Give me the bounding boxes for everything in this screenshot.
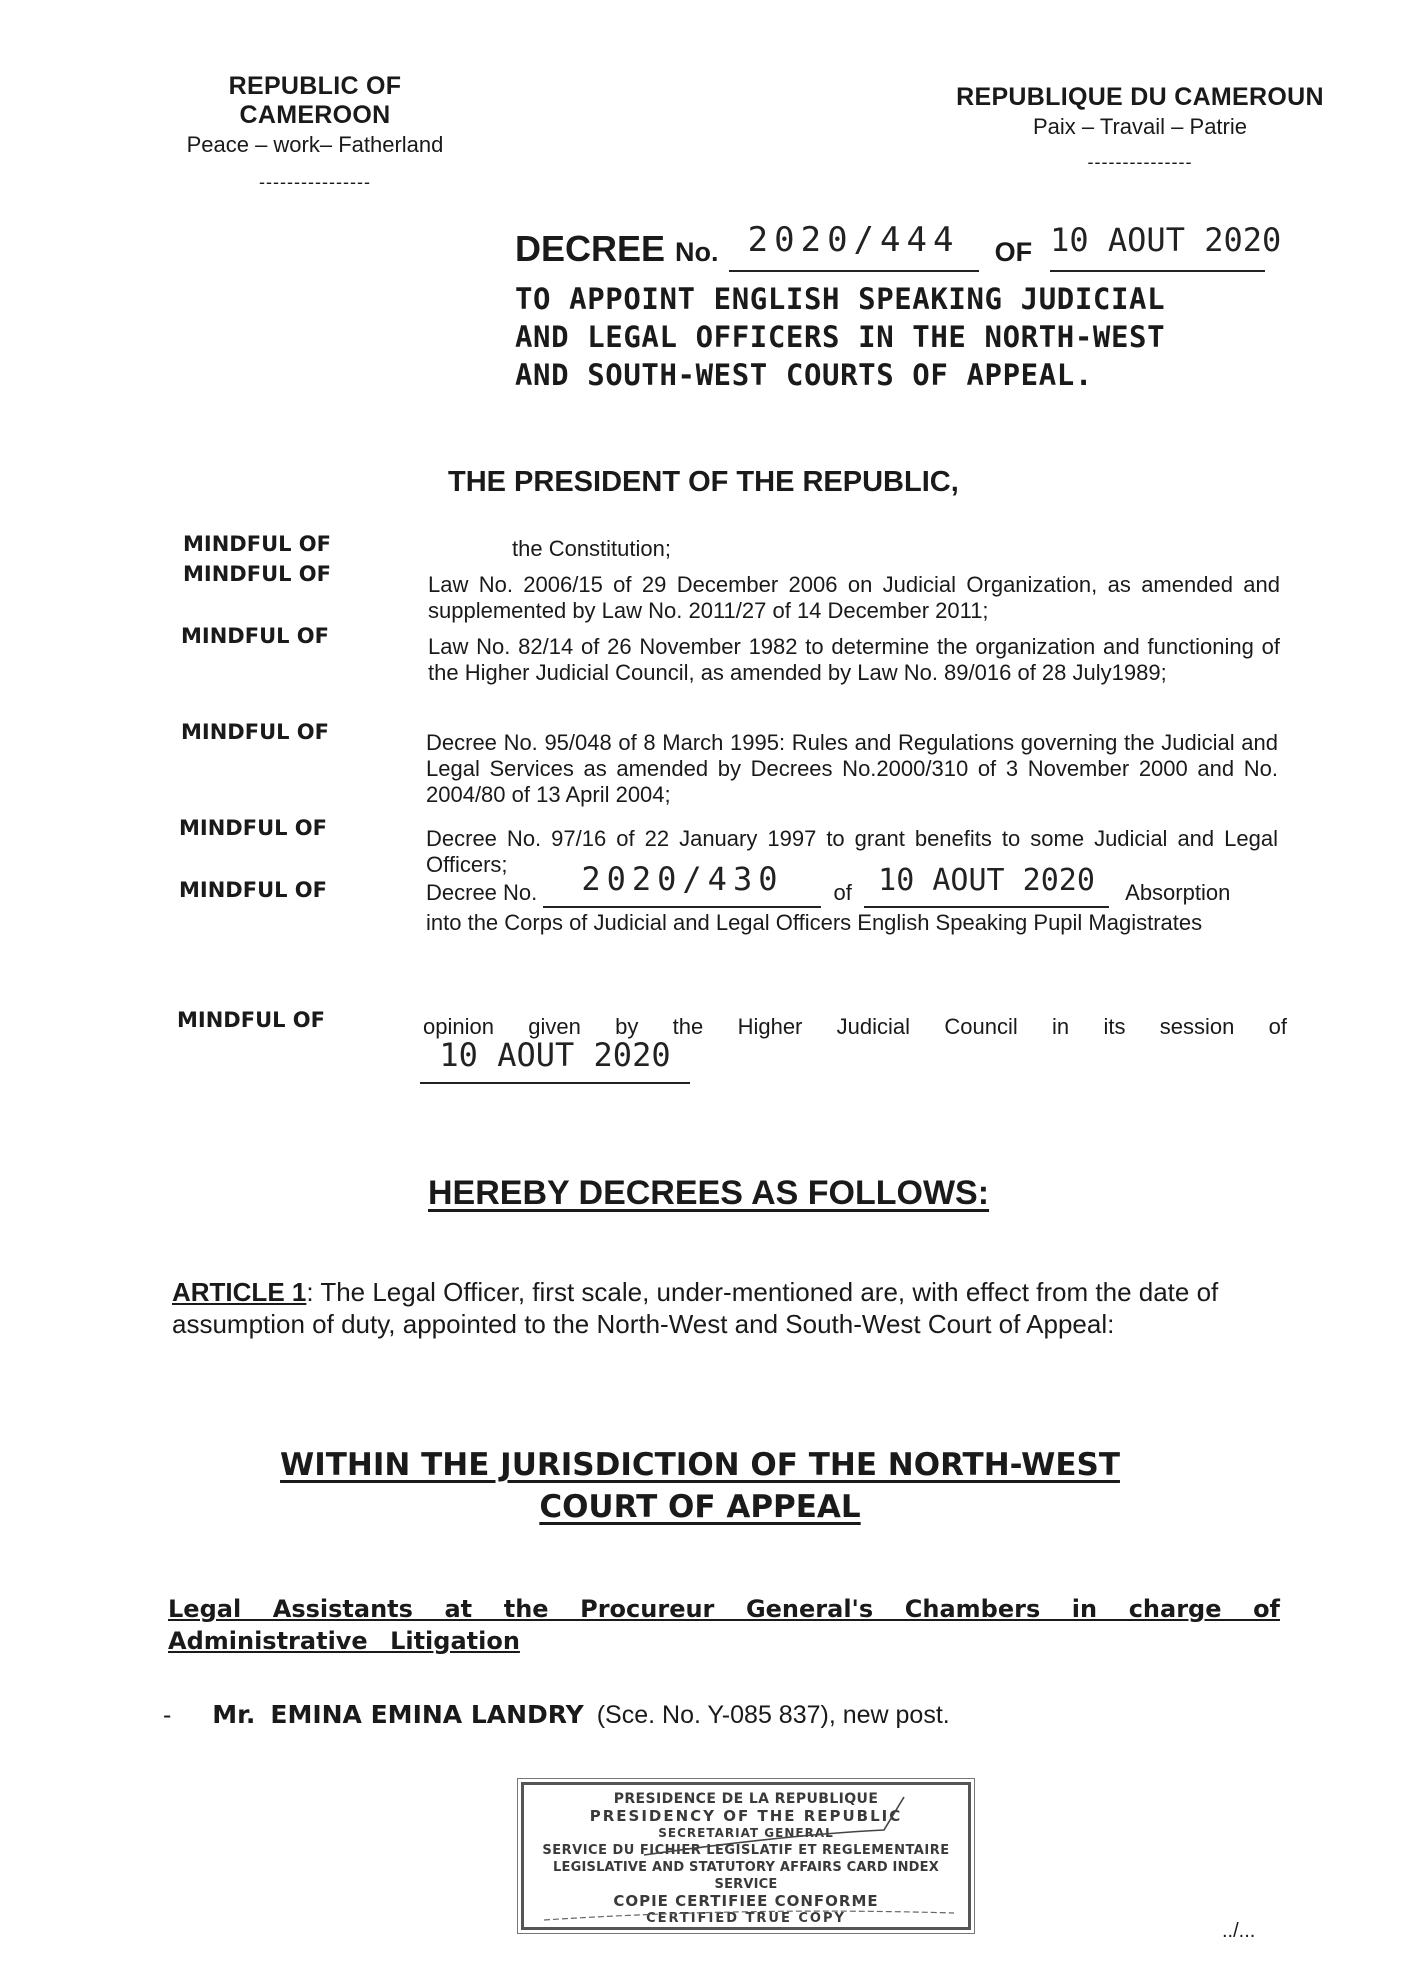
mindful-label: MINDFUL OF <box>177 1008 326 1032</box>
mindful-text: the Constitution; <box>512 536 671 561</box>
jurisdiction-heading <box>200 1444 1200 1528</box>
mindful-text-decree-430 <box>426 860 1278 936</box>
stamp-line: SERVICE DU FICHIER LEGISLATIF ET REGLEMENTAIRE <box>542 1843 950 1858</box>
motto-fr: Paix – Travail – Patrie <box>1033 114 1247 139</box>
decree-title-line: TO APPOINT ENGLISH SPEAKING JUDICIAL <box>515 282 1166 316</box>
opinion-text: opinion given by the Higher Judicial Council in its session of <box>423 1014 1287 1039</box>
decree-date-field <box>1050 221 1282 272</box>
list-bullet: - <box>163 1701 172 1729</box>
article-1-text: : The Legal Officer, first scale, under-mentioned are, with effect from the date of assumption of duty, appointed to the North-West and South-West Court of Appeal: <box>172 1277 1219 1339</box>
mindful-text: Decree No. 95/048 of 8 March 1995: Rules and Regulations governing the Judicial and Legal Services as amended by Decrees No.2000/310 of 3 November 2000 and No. 2004/80 of 13 April 2004; <box>426 730 1278 807</box>
decree-number-field <box>729 220 979 272</box>
article-1 <box>172 1276 1222 1340</box>
mindful-text: Law No. 82/14 of 26 November 1982 to determine the organization and functioning of the Higher Judicial Council, as amended by Law No. 89/016 of 28 July1989; <box>428 634 1280 685</box>
mindful-label: MINDFUL OF <box>181 624 330 648</box>
mindful-label: MINDFUL OF <box>183 532 332 556</box>
appointee-name: EMINA EMINA LANDRY <box>270 1700 584 1729</box>
hereby-decrees-heading: HEREBY DECREES AS FOLLOWS: <box>428 1174 990 1212</box>
stamp-line: PRESIDENCY OF THE REPUBLIC <box>589 1807 903 1825</box>
decree-430-rest: into the Corps of Judicial and Legal Officers English Speaking Pupil Magistrates <box>426 910 1203 935</box>
opinion-date: 10 AOUT 2020 <box>439 1036 671 1074</box>
president-heading: THE PRESIDENT OF THE REPUBLIC, <box>448 466 959 498</box>
motto-en: Peace – work– Fatherland <box>186 132 444 157</box>
page-continuation: ../... <box>1222 1920 1256 1942</box>
decree-430-date-field <box>864 863 1109 908</box>
mindful-text: Decree No. 97/16 of 22 January 1997 to grant benefits to some Judicial and Legal Officers; <box>426 826 1278 877</box>
mindful-label: MINDFUL OF <box>183 562 332 586</box>
appointee-item <box>163 1700 950 1730</box>
decree-title-line: AND LEGAL OFFICERS IN THE NORTH-WEST <box>515 320 1166 354</box>
header-left-dashes: ---------------- <box>259 172 371 192</box>
header-right-dashes: --------------- <box>1087 152 1193 172</box>
decree-of-label: OF <box>994 237 1033 267</box>
appointee-title: Mr. <box>212 1700 256 1729</box>
decree-title <box>515 280 1165 394</box>
jurisdiction-line: COURT OF APPEAL <box>539 1489 861 1525</box>
header-right <box>955 83 1325 173</box>
decree-no-label: No. <box>675 237 719 267</box>
decree-430-date: 10 AOUT 2020 <box>878 863 1095 898</box>
mindful-label: MINDFUL OF <box>179 878 328 902</box>
mindful-label: MINDFUL OF <box>179 816 328 840</box>
decree-label: DECREE <box>515 228 666 269</box>
jurisdiction-line: WITHIN THE JURISDICTION OF THE NORTH-WEST <box>280 1447 1120 1483</box>
decree-date: 10 AOUT 2020 <box>1050 221 1282 259</box>
header-left <box>150 72 480 193</box>
stamp-line: LEGISLATIVE AND STATUTORY AFFAIRS CARD INDEX SERVICE <box>553 1860 939 1892</box>
country-name-en: REPUBLIC OF CAMEROON <box>228 72 402 129</box>
decree-430-of: of <box>833 880 852 905</box>
country-name-fr: REPUBLIQUE DU CAMEROUN <box>956 83 1324 111</box>
decree-number: 2020/444 <box>747 220 960 260</box>
stamp-line: COPIE CERTIFIEE CONFORME <box>613 1892 879 1910</box>
certification-stamp <box>521 1782 971 1930</box>
stamp-line: PRESIDENCE DE LA REPUBLIQUE <box>613 1791 879 1807</box>
stamp-line: CERTIFIED TRUE COPY <box>646 1911 846 1926</box>
decree-430-number-field <box>543 860 821 908</box>
article-1-label: ARTICLE 1 <box>172 1277 307 1307</box>
opinion-date-field <box>420 1036 690 1084</box>
stamp-line: SECRETARIAT GENERAL <box>658 1826 834 1840</box>
decree-430-number: 2020/430 <box>581 860 784 898</box>
decree-number-line <box>515 220 1282 272</box>
mindful-text: Law No. 2006/15 of 29 December 2006 on Judicial Organization, as amended and supplemented by Law No. 2011/27 of 14 December 2011; <box>428 572 1280 623</box>
section-subheading: Legal Assistants at the Procureur General's Chambers in charge of Administrative Litigation <box>168 1595 1280 1655</box>
mindful-label: MINDFUL OF <box>181 720 330 744</box>
appointee-detail: (Sce. No. Y-085 837), new post. <box>596 1701 950 1729</box>
decree-430-after: Absorption <box>1125 880 1231 905</box>
decree-430-prefix: Decree No. <box>426 880 538 905</box>
decree-title-line: AND SOUTH-WEST COURTS OF APPEAL. <box>515 358 1093 392</box>
